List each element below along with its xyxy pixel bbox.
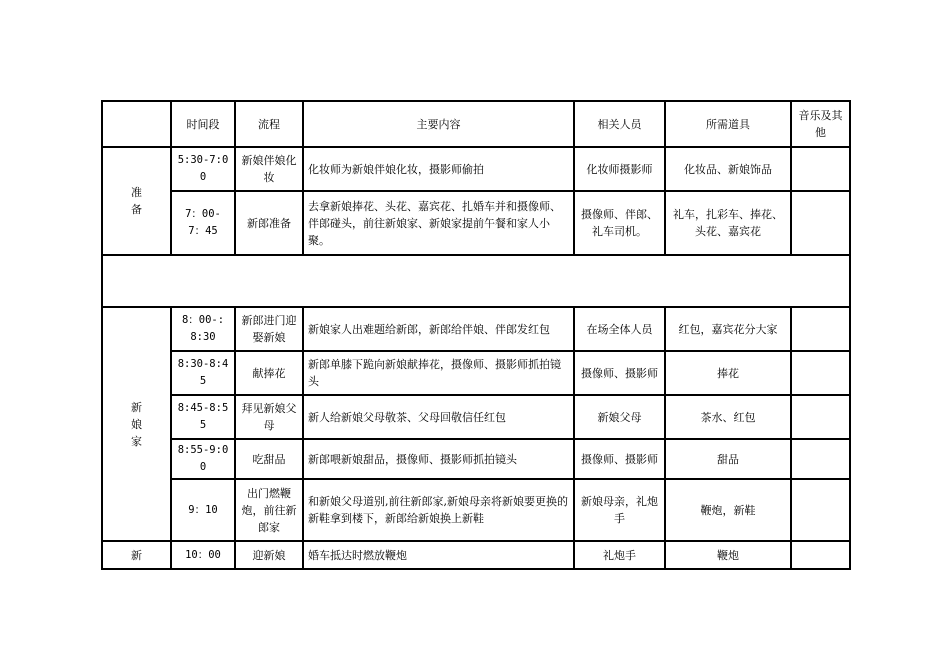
row-time: 9：10 [171, 479, 235, 541]
section-bride-home: 新 娘 家 [102, 307, 171, 541]
row-process: 新郎进门迎娶新娘 [235, 307, 303, 351]
row-props: 化妆品、新娘饰品 [665, 147, 791, 191]
row-process: 献捧花 [235, 351, 303, 395]
schedule-table [101, 100, 851, 570]
row-time: 8：00-:8:30 [171, 307, 235, 351]
header-time: 时间段 [171, 101, 235, 147]
row-props: 红包，嘉宾花分大家 [665, 307, 791, 351]
row-process: 拜见新娘父母 [235, 395, 303, 439]
table-row [102, 439, 850, 479]
row-process: 新娘伴娘化妆 [235, 147, 303, 191]
row-music [791, 541, 850, 569]
row-music [791, 351, 850, 395]
row-content: 新娘家人出难题给新郎，新郎给伴娘、伴郎发红包 [303, 307, 574, 351]
row-process: 吃甜品 [235, 439, 303, 479]
row-music [791, 307, 850, 351]
row-time: 10：00 [171, 541, 235, 569]
header-process: 流程 [235, 101, 303, 147]
row-time: 8:55-9:00 [171, 439, 235, 479]
row-content: 婚车抵达时燃放鞭炮 [303, 541, 574, 569]
header-row [102, 101, 850, 147]
row-content: 新郎喂新娘甜品，摄像师、摄影师抓拍镜头 [303, 439, 574, 479]
table-row [102, 541, 850, 569]
row-music [791, 439, 850, 479]
spacer-cell [102, 255, 850, 307]
row-props: 捧花 [665, 351, 791, 395]
row-props: 鞭炮 [665, 541, 791, 569]
row-content: 去拿新娘捧花、头花、嘉宾花、扎婚车并和摄像师、伴郎碰头，前往新娘家、新娘家提前午餐和家人小聚。 [303, 191, 574, 255]
spacer-row [102, 255, 850, 307]
row-people: 摄像师、摄影师 [574, 351, 665, 395]
table-row [102, 307, 850, 351]
row-content: 和新娘父母道别,前往新郎家,新娘母亲将新娘要更换的新鞋拿到楼下，新郎给新娘换上新鞋 [303, 479, 574, 541]
row-people: 新娘母亲，礼炮手 [574, 479, 665, 541]
table-row [102, 351, 850, 395]
row-content: 化妆师为新娘伴娘化妆，摄影师偷拍 [303, 147, 574, 191]
row-time: 7：00- 7：45 [171, 191, 235, 255]
row-process: 出门燃鞭炮，前往新郎家 [235, 479, 303, 541]
row-people: 摄像师、伴郎、礼车司机。 [574, 191, 665, 255]
row-music [791, 147, 850, 191]
row-props: 甜品 [665, 439, 791, 479]
row-content: 新人给新娘父母敬茶、父母回敬信任红包 [303, 395, 574, 439]
row-music [791, 191, 850, 255]
header-blank [102, 101, 171, 147]
row-music [791, 479, 850, 541]
table-row [102, 191, 850, 255]
row-time: 5:30-7:00 [171, 147, 235, 191]
row-props: 礼车，扎彩车、捧花、头花、嘉宾花 [665, 191, 791, 255]
row-people: 新娘父母 [574, 395, 665, 439]
header-music: 音乐及其他 [791, 101, 850, 147]
row-people: 礼炮手 [574, 541, 665, 569]
row-people: 在场全体人员 [574, 307, 665, 351]
row-people: 化妆师摄影师 [574, 147, 665, 191]
row-time: 8:30-8:45 [171, 351, 235, 395]
row-process: 新郎准备 [235, 191, 303, 255]
row-music [791, 395, 850, 439]
row-people: 摄像师、摄影师 [574, 439, 665, 479]
row-process: 迎新娘 [235, 541, 303, 569]
section-next: 新 [102, 541, 171, 569]
row-content: 新郎单膝下跪向新娘献捧花，摄像师、摄影师抓拍镜头 [303, 351, 574, 395]
header-props: 所需道具 [665, 101, 791, 147]
header-people: 相关人员 [574, 101, 665, 147]
section-prep: 准 备 [102, 147, 171, 255]
table-row [102, 395, 850, 439]
header-content: 主要内容 [303, 101, 574, 147]
table-row [102, 147, 850, 191]
row-props: 茶水、红包 [665, 395, 791, 439]
row-props: 鞭炮，新鞋 [665, 479, 791, 541]
table-row [102, 479, 850, 541]
row-time: 8:45-8:55 [171, 395, 235, 439]
